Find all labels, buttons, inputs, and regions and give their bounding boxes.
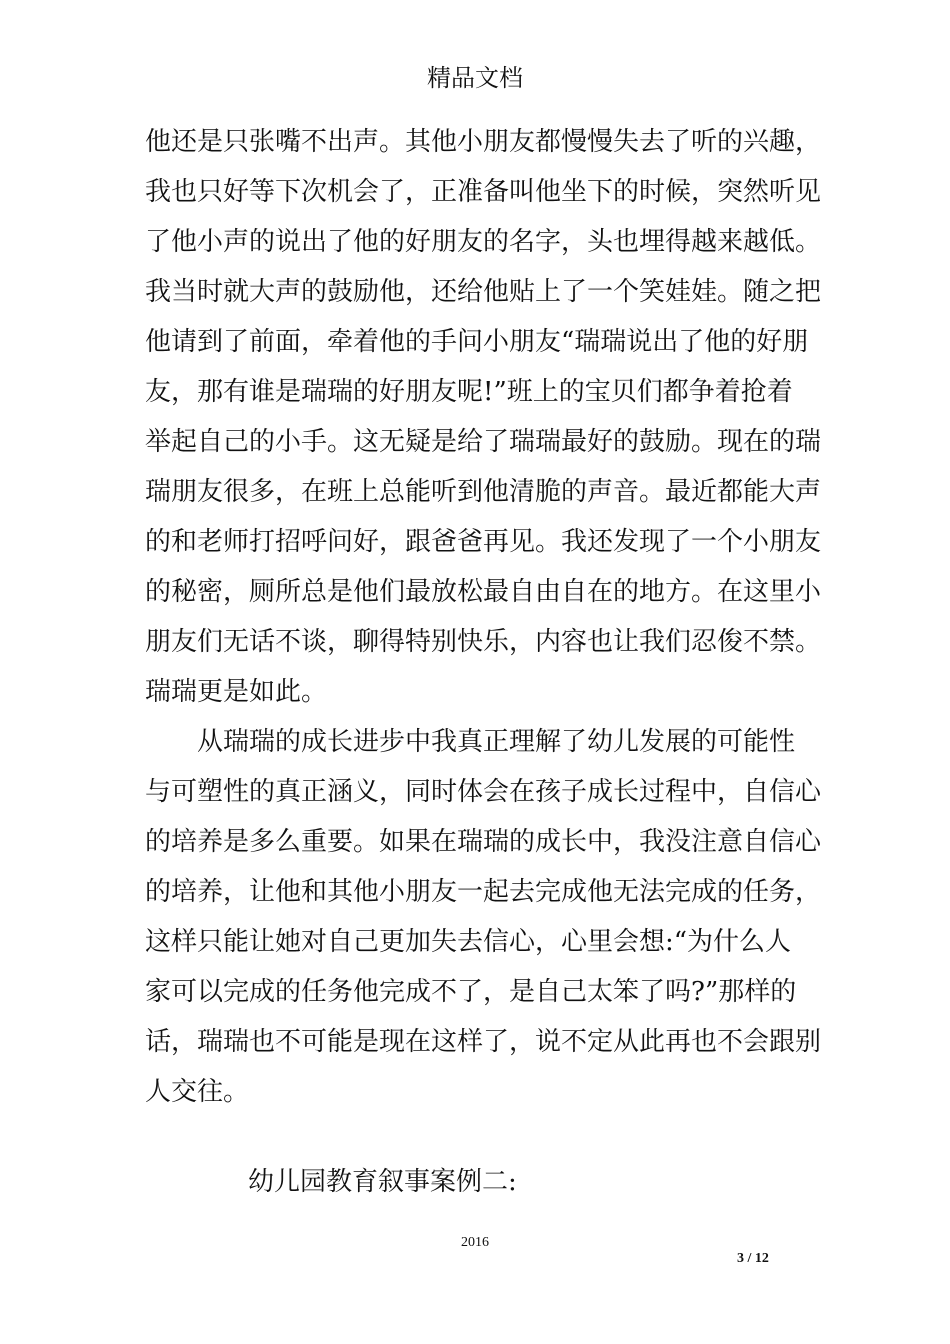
header-title: 精品文档 <box>427 64 523 92</box>
text-line: 瑞瑞更是如此。 <box>145 677 328 707</box>
text-line: 家可以完成的任务他完成不了，是自己太笨了吗?”那样的 <box>145 977 797 1007</box>
text-line: 友，那有谁是瑞瑞的好朋友呢!”班上的宝贝们都争着抢着 <box>145 377 793 407</box>
text-line: 他还是只张嘴不出声。其他小朋友都慢慢失去了听的兴趣， <box>145 127 822 157</box>
page-header <box>0 62 950 94</box>
section-heading: 幼儿园教育叙事案例二: <box>248 1167 517 1197</box>
text-line: 的和老师打招呼问好，跟爸爸再见。我还发现了一个小朋友 <box>145 527 822 557</box>
text-line: 了他小声的说出了他的好朋友的名字，头也埋得越来越低。 <box>145 227 822 257</box>
text-line: 朋友们无话不谈，聊得特别快乐，内容也让我们忍俊不禁。 <box>145 627 822 657</box>
text-line: 从瑞瑞的成长进步中我真正理解了幼儿发展的可能性 <box>197 727 796 757</box>
text-line: 的培养，让他和其他小朋友一起去完成他无法完成的任务， <box>145 877 822 907</box>
footer-year-text: 2016 <box>461 1235 489 1250</box>
page-number: 3 / 12 <box>737 1251 769 1266</box>
text-line: 举起自己的小手。这无疑是给了瑞瑞最好的鼓励。现在的瑞 <box>145 427 822 457</box>
text-line: 的培养是多么重要。如果在瑞瑞的成长中，我没注意自信心 <box>145 827 822 857</box>
text-line: 的秘密，厕所总是他们最放松最自由自在的地方。在这里小 <box>145 577 822 607</box>
paragraph-1 <box>145 117 845 717</box>
text-line: 与可塑性的真正涵义，同时体会在孩子成长过程中，自信心 <box>145 777 822 807</box>
text-line: 话，瑞瑞也不可能是现在这样了，说不定从此再也不会跟别 <box>145 1027 822 1057</box>
footer-year <box>0 1233 950 1253</box>
text-line: 瑞朋友很多，在班上总能听到他清脆的声音。最近都能大声 <box>145 477 822 507</box>
text-line: 这样只能让她对自己更加失去信心，心里会想:“为什么人 <box>145 927 792 957</box>
text-line: 我当时就大声的鼓励他，还给他贴上了一个笑娃娃。随之把 <box>145 277 822 307</box>
paragraph-2 <box>145 717 845 1117</box>
text-line: 他请到了前面，牵着他的手问小朋友“瑞瑞说出了他的好朋 <box>145 327 809 357</box>
text-line: 我也只好等下次机会了，正准备叫他坐下的时候，突然听见 <box>145 177 822 207</box>
document-body <box>145 117 845 1117</box>
text-line: 人交往。 <box>145 1077 250 1107</box>
